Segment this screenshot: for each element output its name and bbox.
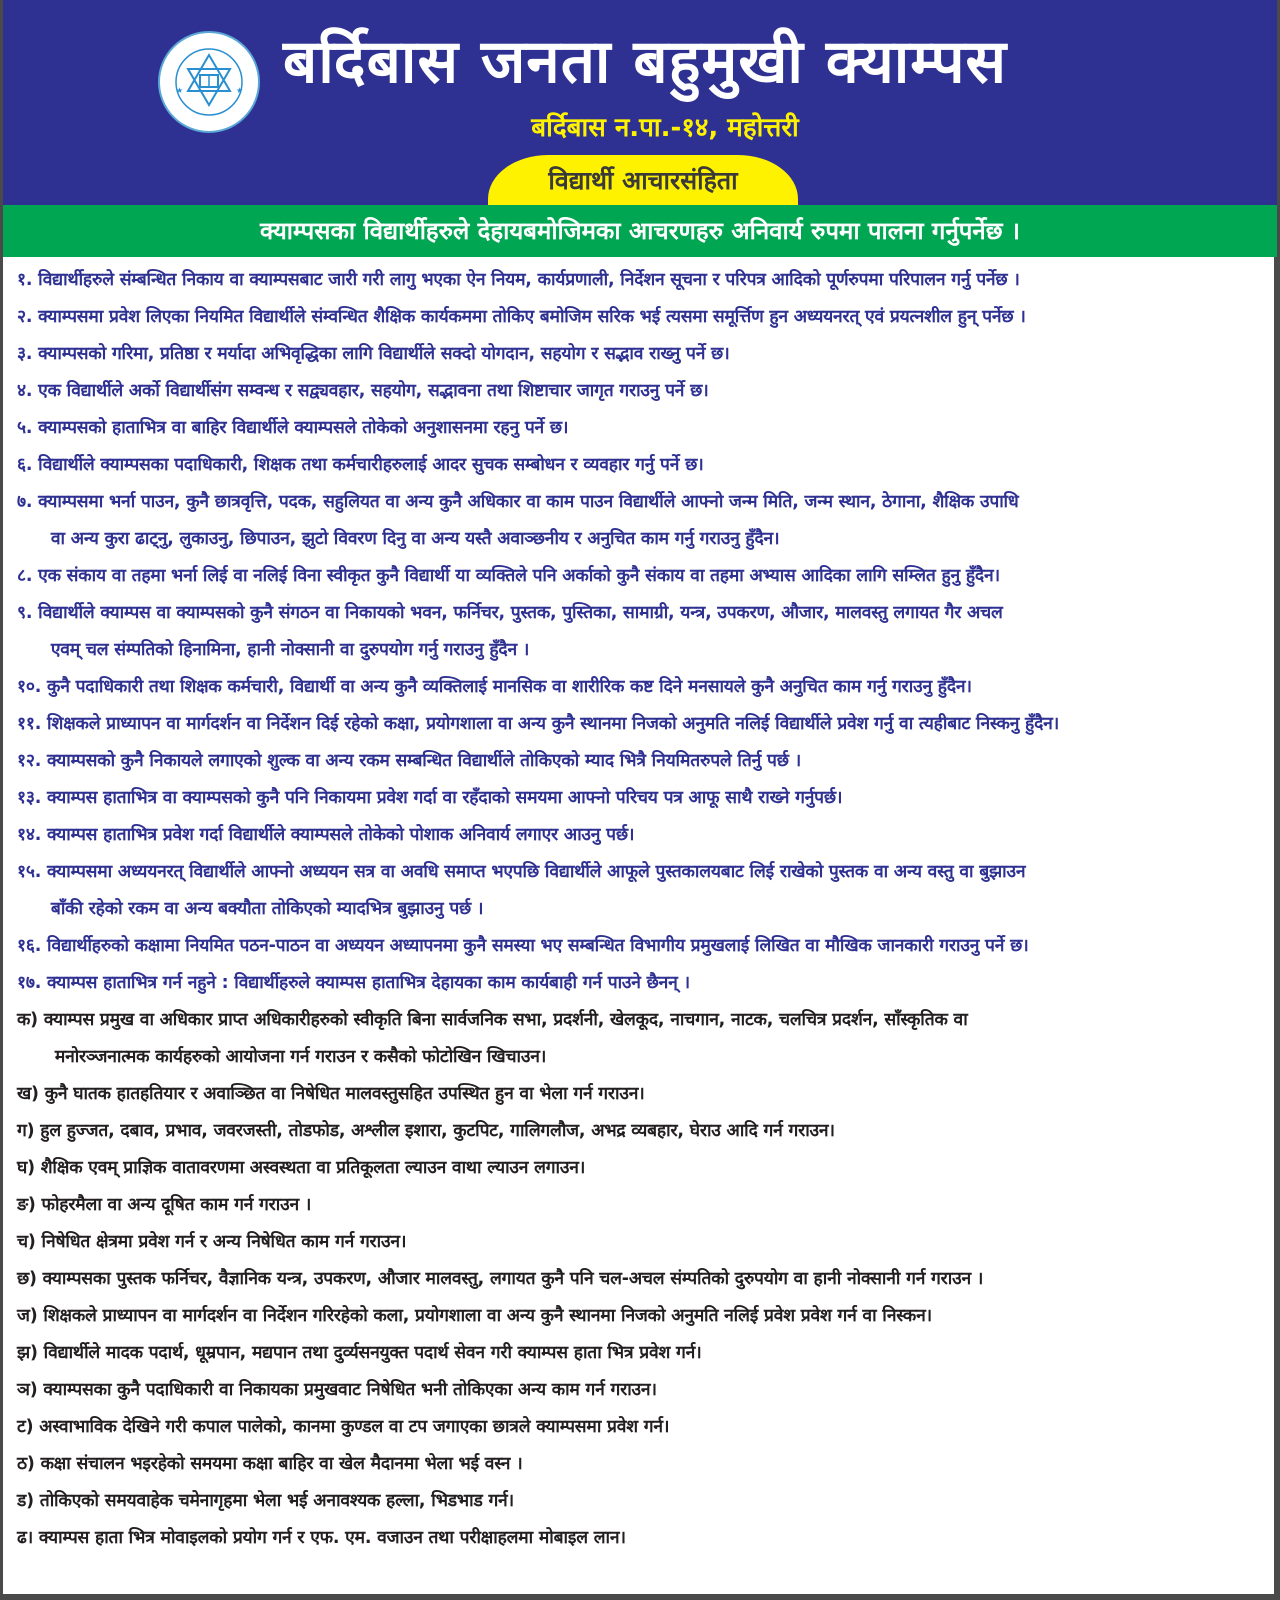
sub-rule-item xyxy=(17,1150,1267,1187)
sub-rule-label: ञ) xyxy=(17,1380,38,1400)
rule-text: बाँकी रहेको रकम वा अन्य बक्यौता तोकिएको म्यादभित्र बुझाउनु पर्छ । xyxy=(50,899,484,919)
sub-rule-item xyxy=(17,1224,1267,1261)
rule-item xyxy=(17,669,1267,706)
rule-text: क्याम्पसको हाताभित्र वा बाहिर विद्यार्थीले क्याम्पसले तोकेको अनुशासनमा रहनु पर्ने छ। xyxy=(38,418,569,438)
sub-rule-text: क्याम्पस प्रमुख वा अधिकार प्राप्त अधिकारीहरुको स्वीकृति बिना सार्वजनिक सभा, प्रदर्शनी, खेलकूद, नाचगान, नाटक, चलचित्र प्रदर्शन, साँस्कृतिक वा xyxy=(43,1010,968,1030)
sub-rule-item xyxy=(17,1002,1267,1076)
rule-item xyxy=(17,558,1267,595)
sub-rule-text: मनोरञ्जनात्मक कार्यहरुको आयोजना गर्न गराउन र कसैको फोटोखिन खिचाउन। xyxy=(54,1047,547,1067)
rule-text: एक संकाय वा तहमा भर्ना लिई वा नलिई विना स्वीकृत कुनै विद्यार्थी या व्यक्तिले पनि अर्काको कुनै संकाय वा तहमा अभ्यास आदिका लागि सम्लित हुनु हुँदैन। xyxy=(38,566,1000,586)
sub-rule-label: ट) xyxy=(17,1417,34,1437)
rule-number: १३. xyxy=(17,788,42,808)
rule-text: एक विद्यार्थीले अर्को विद्यार्थीसंग सम्वन्ध र सद्व्यवहार, सहयोग, सद्भावना तथा शिष्टाचार जागृत गराउनु पर्ने छ। xyxy=(38,381,709,401)
sub-rule-label: ज) xyxy=(17,1306,38,1326)
instruction-banner: क्याम्पसका विद्यार्थीहरुले देहायबमोजिमका आचरणहरु अनिवार्य रुपमा पालना गर्नुपर्नेछ । xyxy=(3,205,1277,257)
sub-rule-text: क्याम्पसका कुनै पदाधिकारी वा निकायका प्रमुखवाट निषेधित भनी तोकिएका अन्य काम गर्न गराउन। xyxy=(43,1380,657,1400)
sub-rule-label: च) xyxy=(17,1232,36,1252)
sub-rule-item xyxy=(17,1187,1267,1224)
rule-number: १६. xyxy=(17,936,42,956)
campus-address: बर्दिबास न.पा.-१४, महोत्तरी xyxy=(531,113,799,143)
sub-rule-text: क्याम्पस हाता भित्र मोवाइलको प्रयोग गर्न र एफ. एम. वजाउन तथा परीक्षाहलमा मोबाइल लान। xyxy=(38,1528,626,1548)
rule-item xyxy=(17,595,1267,669)
sub-rule-text: शैक्षिक एवम् प्राज्ञिक वातावरणमा अस्वस्थता वा प्रतिकूलता ल्याउन वाथा ल्याउन लगाउन। xyxy=(40,1158,586,1178)
sub-rule-item xyxy=(17,1446,1267,1483)
sub-rule-label: क) xyxy=(17,1010,38,1030)
sub-rule-label: झ) xyxy=(17,1343,38,1363)
rule-item xyxy=(17,706,1267,743)
svg-text:★: ★ xyxy=(236,86,244,95)
sub-rule-text: अस्वाभाविक देखिने गरी कपाल पालेको, कानमा कुण्डल वा टप जगाएका छात्रले क्याम्पसमा प्रवेश गर्न। xyxy=(39,1417,670,1437)
rule-text: क्याम्पस हाताभित्र वा क्याम्पसको कुनै पनि निकायमा प्रवेश गर्दा वा रहँदाको समयमा आफ्नो परिचय पत्र आफू साथै राख्ने गर्नुपर्छ। xyxy=(47,788,843,808)
sub-rule-text: हुल हुज्जत, दबाव, प्रभाव, जवरजस्ती, तोडफोड, अश्लील इशारा, कुटपिट, गालिगलौज, अभद्र व्यबहार, घेराउ आदि गर्न गराउन। xyxy=(40,1121,835,1141)
rule-number: १२. xyxy=(17,751,42,771)
sub-rule-label: ढ। xyxy=(17,1528,34,1548)
rule-number: ८. xyxy=(17,566,33,586)
sub-rule-item xyxy=(17,1076,1267,1113)
rule-number: ६. xyxy=(17,455,33,475)
sub-rule-text: तोकिएको समयवाहेक चमेनागृहमा भेला भई अनावश्यक हल्ला, भिडभाड गर्न। xyxy=(39,1491,514,1511)
rule-item xyxy=(17,299,1267,336)
rule-item xyxy=(17,336,1267,373)
rule-number: १०. xyxy=(17,677,42,697)
sub-rule-label: ख) xyxy=(17,1084,39,1104)
rule-item xyxy=(17,410,1267,447)
svg-text:★: ★ xyxy=(176,86,184,95)
rule-text: विद्यार्थीहरुको कक्षामा नियमित पठन-पाठन वा अध्ययन अध्यापनमा कुनै समस्या भए सम्बन्धित विभागीय प्रमुखलाई लिखित वा मौखिक जानकारी गराउनु पर्ने छ। xyxy=(47,936,1029,956)
rule-number: २. xyxy=(17,307,33,327)
rule-item xyxy=(17,965,1267,1002)
rule-text: क्याम्पसमा अध्ययनरत् विद्यार्थीले आफ्नो अध्ययन सत्र वा अवधि समाप्त भएपछि विद्यार्थीले आफूले पुस्तकालयबाट लिई राखेको पुस्तक वा अन्य वस्तु वा बुझाउन xyxy=(47,862,1026,882)
sub-rule-text: विद्यार्थीले मादक पदार्थ, धूम्रपान, मद्यपान तथा दुर्व्यसनयुक्त पदार्थ सेवन गरी क्याम्पस हाता भित्र प्रवेश गर्न। xyxy=(43,1343,702,1363)
rule-number: ९. xyxy=(17,603,33,623)
sub-rule-text: फोहरमैला वा अन्य दूषित काम गर्न गराउन । xyxy=(41,1195,312,1215)
rule-number: १७. xyxy=(17,973,42,993)
rule-item xyxy=(17,780,1267,817)
rules-list xyxy=(17,262,1267,1557)
document-type-label: विद्यार्थी आचारसंहिता xyxy=(488,155,798,207)
rule-text: क्याम्पसको कुनै निकायले लगाएको शुल्क वा अन्य रकम सम्बन्धित विद्यार्थीले तोकिएको म्याद भित्रै नियमितरुपले तिर्नु पर्छ । xyxy=(47,751,802,771)
rule-item xyxy=(17,928,1267,965)
rule-number: ७. xyxy=(17,492,33,512)
rule-item xyxy=(17,743,1267,780)
rule-text: एवम् चल संम्पतिको हिनामिना, हानी नोक्सानी वा दुरुपयोग गर्नु गराउनु हुँदैन । xyxy=(50,640,530,660)
sub-rule-item xyxy=(17,1335,1267,1372)
sub-rule-label: ड) xyxy=(17,1491,34,1511)
rule-text: क्याम्पसमा भर्ना पाउन, कुनै छात्रवृत्ति, पदक, सहुलियत वा अन्य कुनै अधिकार वा काम पाउन विद्यार्थीले आफ्नो जन्म मिति, जन्म स्थान, ठेगाना, शैक्षिक उपाधि xyxy=(38,492,1019,512)
rule-number: १४. xyxy=(17,825,42,845)
sub-rule-text: क्याम्पसका पुस्तक फर्निचर, वैज्ञानिक यन्त्र, उपकरण, औजार मालवस्तु, लगायत कुनै पनि चल-अचल संम्पतिको दुरुपयोग वा हानी नोक्सानी गर्न गराउन । xyxy=(42,1269,984,1289)
rule-item xyxy=(17,262,1267,299)
sub-rule-label: ग) xyxy=(17,1121,35,1141)
sub-rule-text: निषेधित क्षेत्रमा प्रवेश गर्न र अन्य निषेधित काम गर्न गराउन। xyxy=(41,1232,407,1252)
rule-text: क्याम्पस हाताभित्र प्रवेश गर्दा विद्यार्थीले क्याम्पसले तोकेको पोशाक अनिवार्य लगाएर आउनु पर्छ। xyxy=(47,825,635,845)
rule-item xyxy=(17,854,1267,928)
rule-text: क्याम्पस हाताभित्र गर्न नहुने : विद्यार्थीहरुले क्याम्पस हाताभित्र देहायका काम कार्यबाही गर्न पाउने छैनन् । xyxy=(47,973,690,993)
sub-rule-item xyxy=(17,1261,1267,1298)
sub-rule-item xyxy=(17,1113,1267,1150)
sub-rule-item xyxy=(17,1298,1267,1335)
rule-text: शिक्षकले प्राध्यापन वा मार्गदर्शन वा निर्देशन दिई रहेको कक्षा, प्रयोगशाला वा अन्य कुनै स्थानमा निजको अनुमति नलिई विद्यार्थीले प्रवेश गर्नु वा त्यहीबाट निस्कनु हुँदैन। xyxy=(47,714,1060,734)
rule-number: ३. xyxy=(17,344,33,364)
rule-number: ४. xyxy=(17,381,33,401)
rule-text: विद्यार्थीहरुले संम्बन्धित निकाय वा क्याम्पसबाट जारी गरी लागु भएका ऐन नियम, कार्यप्रणाली, निर्देशन सूचना र परिपत्र आदिको पूर्णरुपमा परिपालन गर्नु पर्नेछ । xyxy=(38,270,1020,290)
sub-rule-item xyxy=(17,1520,1267,1557)
campus-title: बर्दिबास जनता बहुमुखी क्याम्पस xyxy=(283,27,1008,97)
sub-rule-text: शिक्षकले प्राध्यापन वा मार्गदर्शन वा निर्देशन गरिरहेको कला, प्रयोगशाला वा अन्य कुनै स्थानमा निजको अनुमति नलिई प्रवेश प्रवेश गर्न वा निस्कन। xyxy=(43,1306,932,1326)
rule-text: क्याम्पसको गरिमा, प्रतिष्ठा र मर्यादा अभिवृद्धिका लागि विद्यार्थीले सक्दो योगदान, सहयोग र सद्भाव राख्नु पर्ने छ। xyxy=(38,344,730,364)
rule-item xyxy=(17,373,1267,410)
sub-rule-item xyxy=(17,1372,1267,1409)
rule-number: ५. xyxy=(17,418,33,438)
rule-item xyxy=(17,817,1267,854)
rule-text: विद्यार्थीले क्याम्पस वा क्याम्पसको कुनै संगठन वा निकायको भवन, फर्निचर, पुस्तक, पुस्तिका, सामाग्री, यन्त्र, उपकरण, औजार, मालवस्तु लगायत गैर अचल xyxy=(38,603,1003,623)
sub-rule-label: ङ) xyxy=(17,1195,36,1215)
rule-number: ११. xyxy=(17,714,42,734)
sub-rule-label: घ) xyxy=(17,1158,35,1178)
rule-text: क्याम्पसमा प्रवेश लिएका नियमित विद्यार्थीले संम्वन्धित शैक्षिक कार्यकममा तोकिए बमोजिम सरिक भई त्यसमा समूर्त्तिण हुन अध्ययनरत् एवं प्रयत्नशील हुन् पर्नेछ । xyxy=(38,307,1026,327)
sub-rule-item xyxy=(17,1409,1267,1446)
sub-rule-item xyxy=(17,1483,1267,1520)
rule-text: कुनै पदाधिकारी तथा शिक्षक कर्मचारी, विद्यार्थी वा अन्य कुनै व्यक्तिलाई मानसिक वा शारीरिक कष्ट दिने मनसायले कुनै अनुचित काम गर्नु गराउनु हुँदैन। xyxy=(47,677,972,697)
sub-rule-label: ठ) xyxy=(17,1454,35,1474)
rule-item xyxy=(17,484,1267,558)
rule-number: १. xyxy=(17,270,33,290)
rule-number: १५. xyxy=(17,862,42,882)
header xyxy=(3,0,1277,205)
sub-rule-text: कक्षा संचालन भइरहेको समयमा कक्षा बाहिर वा खेल मैदानमा भेला भई वस्न । xyxy=(40,1454,523,1474)
rule-text: विद्यार्थीले क्याम्पसका पदाधिकारी, शिक्षक तथा कर्मचारीहरुलाई आदर सुचक सम्बोधन र व्यवहार गर्नु पर्ने छ। xyxy=(38,455,704,475)
rule-text: वा अन्य कुरा ढाट्नु, लुकाउनु, छिपाउन, झुटो विवरण दिनु वा अन्य यस्तै अवाञ्छनीय र अनुचित काम गर्नु गराउनु हुँदैन। xyxy=(50,529,780,549)
sub-rule-text: कुनै घातक हातहतियार र अवाञ्छित वा निषेधित मालवस्तुसहित उपस्थित हुन वा भेला गर्न गराउन। xyxy=(44,1084,645,1104)
rule-item xyxy=(17,447,1267,484)
sub-rule-label: छ) xyxy=(17,1269,37,1289)
